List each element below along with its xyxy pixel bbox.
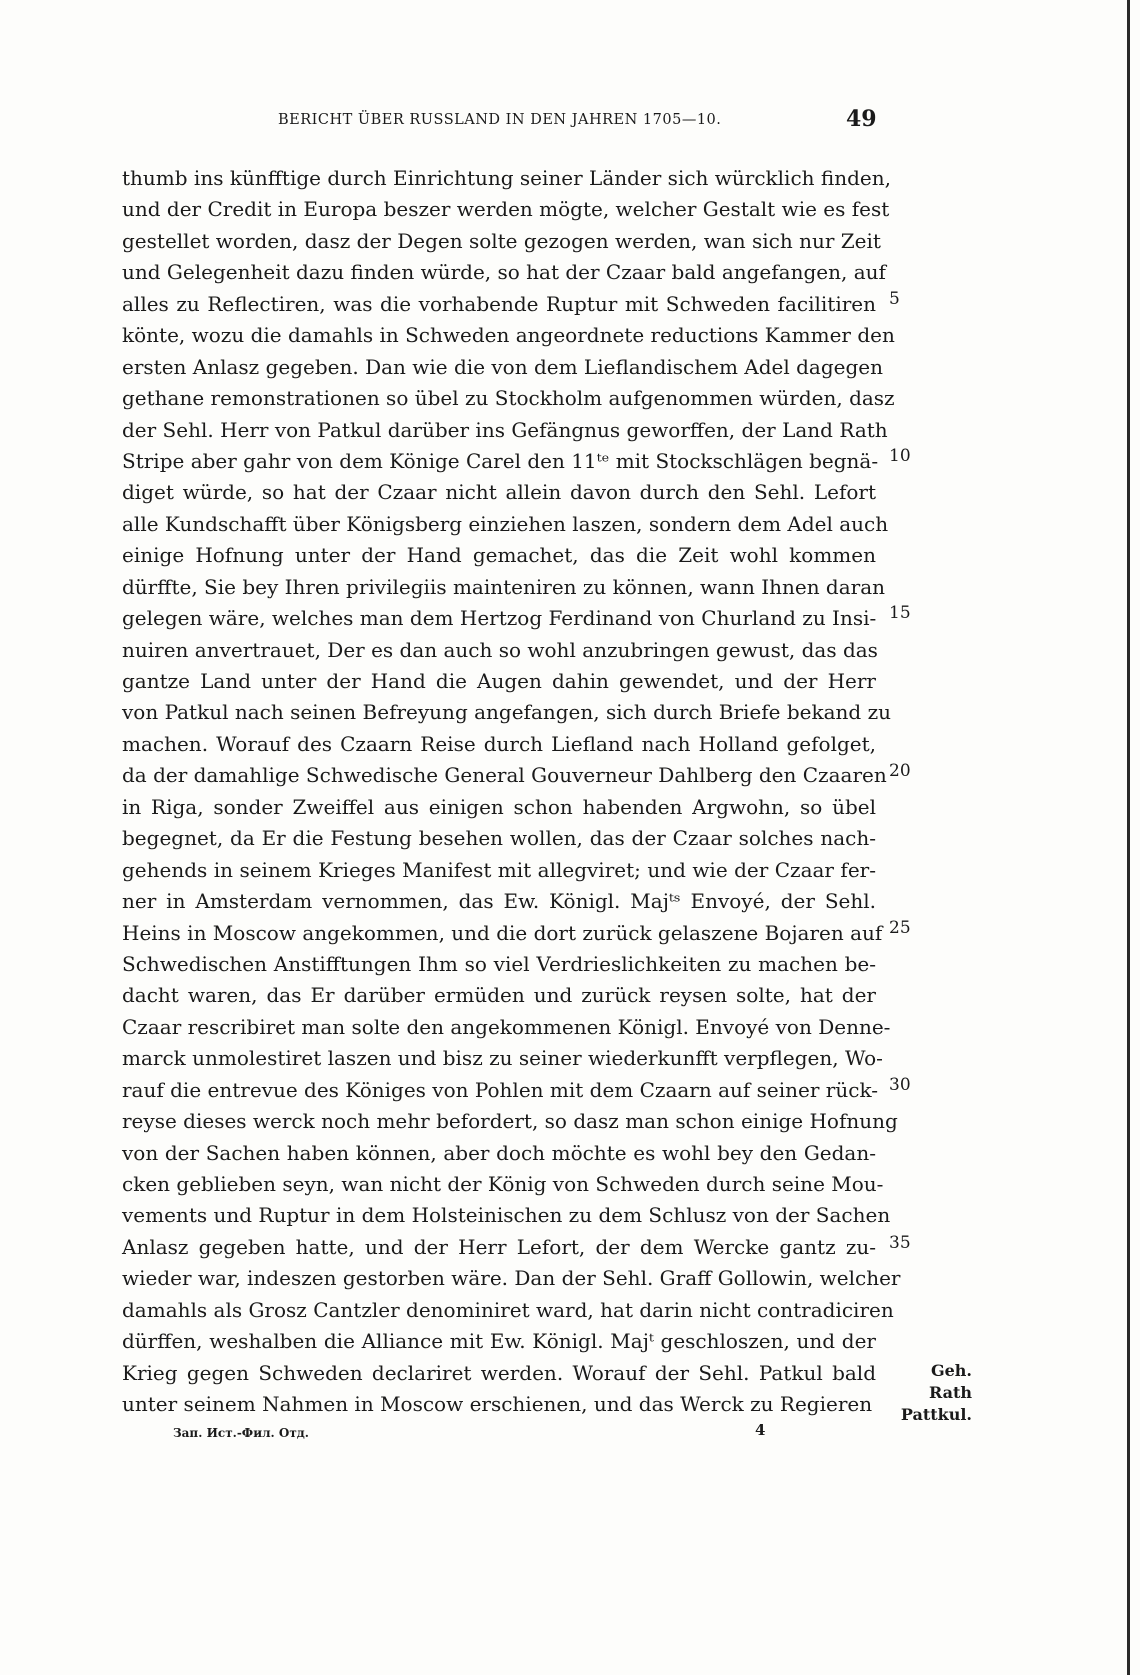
text-line: unter seinem Nahmen in Moscow erschienen, und das Werck zu Regieren <box>122 1392 873 1417</box>
text-line: und Gelegenheit dazu finden würde, so hat der Czaar bald angefangen, auf <box>122 260 886 285</box>
line-number: 25 <box>889 918 911 938</box>
text-line: gantze Land unter der Hand die Augen dahin gewendet, und der Herr <box>122 669 876 693</box>
text-line: dacht waren, das Er darüber ermüden und zurück reysen solte, hat der <box>122 983 876 1008</box>
text-line: gelegen wäre, welches man dem Hertzog Ferdinand von Churland zu Insi- <box>122 606 877 631</box>
text-line: gehends in seinem Krieges Manifest mit allegviret; und wie der Czaar fer- <box>122 857 876 882</box>
text-line: von Patkul nach seinen Befreyung angefangen, sich durch Briefe bekand zu <box>122 700 891 725</box>
text-line: alles zu Reflectiren, was die vorhabende Ruptur mit Schweden facilitiren <box>122 291 876 316</box>
line-number: 15 <box>889 603 911 623</box>
text-line: gethane remonstrationen so übel zu Stockholm aufgenommen würden, dasz <box>122 386 895 411</box>
text-line: könte, wozu die damahls in Schweden angeordnete reductions Kammer den <box>122 323 895 348</box>
text-line: in Riga, sonder Zweiffel aus einigen schon habenden Argwohn, so übel <box>122 794 876 819</box>
line-number: 30 <box>889 1075 911 1095</box>
text-line: machen. Worauf des Czaarn Reise durch Liefland nach Holland gefolget, <box>122 731 876 756</box>
footer-signature: Зап. Ист.-Фил. Отд. <box>173 1426 309 1440</box>
text-line: gestellet worden, dasz der Degen solte gezogen werden, wan sich nur Zeit <box>122 228 881 253</box>
margin-note-line: Geh. Rath <box>928 1361 972 1402</box>
text-line: und der Credit in Europa beszer werden mögte, welcher Gestalt wie es fest <box>122 197 890 222</box>
line-number: 20 <box>889 761 911 781</box>
text-line: begegnet, da Er die Festung besehen wollen, das der Czaar solches nach- <box>122 826 876 851</box>
text-line: der Sehl. Herr von Patkul darüber ins Gefängnus geworffen, der Land Rath <box>122 417 888 442</box>
page-number: 49 <box>846 106 877 132</box>
text-line: da der damahlige Schwedische General Gouverneur Dahlberg den Czaaren <box>122 763 887 788</box>
text-line: cken geblieben seyn, wan nicht der König von Schweden durch seine Mou- <box>122 1172 884 1196</box>
text-line: Anlasz gegeben hatte, und der Herr Lefort, der dem Wercke gantz zu- <box>122 1234 876 1259</box>
text-line: nuiren anvertrauet, Der es dan auch so wohl anzubringen gewust, das das <box>122 637 878 662</box>
text-line: Schwedischen Anstifftungen Ihm so viel Verdrieslichkeiten zu machen be- <box>122 951 876 976</box>
line-number: 35 <box>889 1233 911 1253</box>
text-line: Stripe aber gahr von dem Könige Carel den 11ᵗᵉ mit Stockschlägen begnä- <box>122 448 879 473</box>
text-line: diget würde, so hat der Czaar nicht allein davon durch den Sehl. Lefort <box>122 480 876 505</box>
text-line: dürffen, weshalben die Alliance mit Ew. Königl. Majᵗ geschloszen, und der <box>122 1329 876 1354</box>
text-line: thumb ins künfftige durch Einrichtung seiner Länder sich würcklich finden, <box>122 166 891 190</box>
footer-sheet-number: 4 <box>755 1421 766 1439</box>
text-line: dürffte, Sie bey Ihren privilegiis mainteniren zu können, wann Ihnen daran <box>122 574 886 599</box>
text-line: rauf die entrevue des Königes von Pohlen mit dem Czaarn auf seiner rück- <box>122 1077 878 1102</box>
text-line: Heins in Moscow angekommen, und die dort zurück gelaszene Bojaren auf <box>122 920 883 945</box>
text-line: vements und Ruptur in dem Holsteinischen zu dem Schlusz von der Sachen <box>122 1203 891 1228</box>
text-line: marck unmolestiret laszen und bisz zu seiner wiederkunfft verpflegen, Wo- <box>122 1046 883 1071</box>
line-number: 5 <box>889 289 900 309</box>
margin-note <box>888 1360 972 1426</box>
text-line: ner in Amsterdam vernommen, das Ew. Königl. Majᵗˢ Envoyé, der Sehl. <box>122 889 876 914</box>
text-line: reyse dieses werck noch mehr befordert, so dasz man schon einige Hofnung <box>122 1109 898 1134</box>
page-edge-line <box>1127 0 1130 1675</box>
text-line: einige Hofnung unter der Hand gemachet, das die Zeit wohl kommen <box>122 543 876 568</box>
text-line: Czaar rescribiret man solte den angekommenen Königl. Envoyé von Denne- <box>122 1014 891 1039</box>
text-line: wieder war, indeszen gestorben wäre. Dan der Sehl. Graff Gollowin, welcher <box>122 1266 901 1291</box>
line-number: 10 <box>889 446 911 466</box>
text-line: von der Sachen haben können, aber doch möchte es wohl bey den Gedan- <box>122 1140 876 1165</box>
text-line: damahls als Grosz Cantzler denominiret ward, hat darin nicht contradiciren <box>122 1297 894 1322</box>
text-line: alle Kundschafft über Königsberg einziehen laszen, sondern dem Adel auch <box>122 511 889 536</box>
margin-note-line: Pattkul. <box>900 1405 972 1424</box>
running-head: BERICHT ÜBER RUSSLAND IN DEN JAHREN 1705—10. <box>278 112 722 128</box>
text-line: Krieg gegen Schweden declariret werden. Worauf der Sehl. Patkul bald <box>122 1360 876 1385</box>
text-line: ersten Anlasz gegeben. Dan wie die von dem Lieflandischem Adel dagegen <box>122 354 884 379</box>
